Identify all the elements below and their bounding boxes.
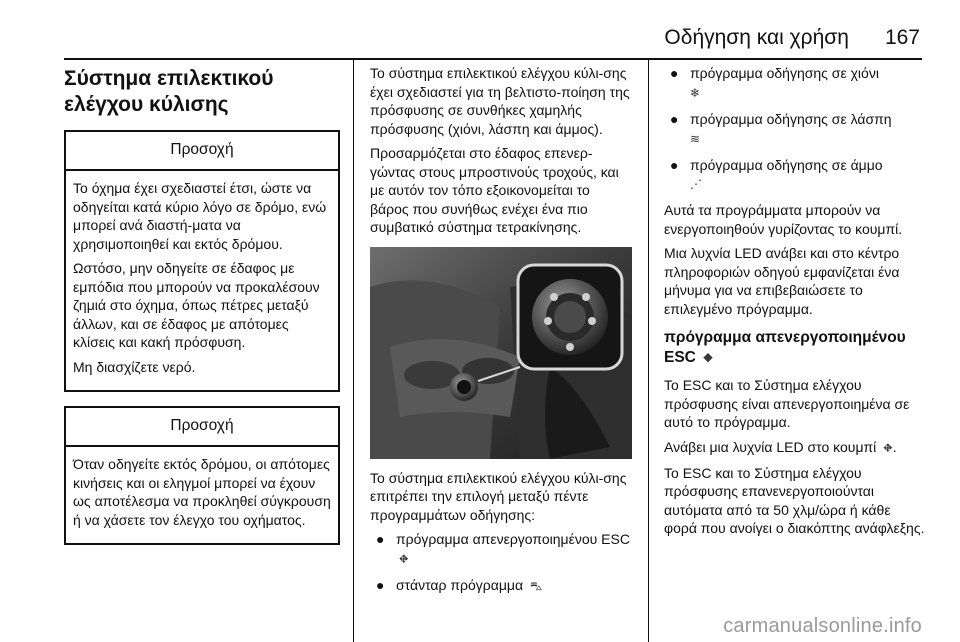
column-divider-2 (648, 60, 649, 642)
caution-paragraph: Όταν οδηγείτε εκτός δρόμου, οι απότομες κινήσεις και οι εληγμοί μπορεί να έχουν ως αποτέλεσμα να προκληθεί σύγκρουση ή να χάσετε τον έλεγχο του οχήματος. (73, 456, 331, 528)
esc-off-icon: ⛖ (703, 351, 713, 366)
section-title: Σύστημα επιλεκτικού ελέγχου κύλισης (64, 67, 274, 116)
body-paragraph: Προσαρμόζεται στο έδαφος επενερ-γώντας στους μπροστινούς τροχούς, και με αυτόν τον τόπο εξοικονομείται το βάρος που συνήθως ενέχει ένα πιο συμβατικό σύστημα τετρακίνησης. (370, 145, 619, 235)
body-paragraph: Το ESC και το Σύστημα ελέγχου πρόσφυσης επανενεργοποιούνται αυτόματα από τα 50 χλμ/ώρα ή κάθε φορά που ανοίγει ο διακόπτης ανάφλεξης. (664, 464, 925, 537)
list-item-text: πρόγραμμα οδήγησης σε χιόνι (690, 65, 879, 81)
snow-mode-icon: ❄ (690, 85, 701, 100)
watermark: carmanualsonline.info (723, 615, 922, 637)
list-item-text: πρόγραμμα απενεργοποιημένου ESC (396, 531, 630, 547)
body-paragraph: Το σύστημα επιλεκτικού ελέγχου κύλι-σης επιτρέπει την επιλογή μεταξύ πέντε προγραμμάτων οδήγησης: (370, 469, 627, 523)
caution-box-2 (64, 406, 340, 545)
program-list-continued (664, 64, 926, 194)
subheading-text: πρόγραμμα απενεργοποιημένου ESC (664, 329, 906, 367)
caution-paragraph: Το όχημα έχει σχεδιαστεί έτσι, ώστε να οδηγείται κατά κύριο λόγο σε δρόμο, ενώ μπορεί ανά διαστή-ματα να χρησιμοποιηθεί και εκτός δρόμου. (73, 180, 327, 252)
standard-mode-icon: ⛍ (529, 578, 543, 593)
page-header (60, 26, 920, 56)
column-3 (664, 64, 926, 544)
column-2 (370, 64, 632, 603)
column-divider-1 (353, 60, 354, 642)
caution-paragraph: Μη διασχίζετε νερό. (73, 358, 196, 375)
header-rule (64, 58, 922, 60)
page-number: 167 (884, 26, 920, 49)
caution-paragraph: Ωστόσο, μην οδηγείτε σε έδαφος με εμπόδια που μπορούν να προκαλέσουν ζημιά στο όχημα, όπως πέτρες μεταξύ άλλων, και σε έδαφος με απότομες κλίσεις και κακή πρόσφυση. (73, 260, 320, 350)
caution-title: Προσοχή (66, 132, 338, 171)
list-item-text: στάνταρ πρόγραμμα (396, 576, 524, 593)
subheading (664, 328, 926, 368)
body-paragraph: Το ESC και το Σύστημα ελέγχου πρόσφυσης είναι απενεργοποιημένα σε αυτό το πρόγραμμα. (664, 377, 910, 431)
list-item-text: πρόγραμμα οδήγησης σε άμμο (690, 156, 883, 173)
header-title: Οδήγηση και χρήση (664, 26, 849, 49)
body-paragraph: Μια λυχνία LED ανάβει και στο κέντρο πληροφοριών οδηγού εμφανίζεται ένα μήνυμα για να επιβεβαιώσετε το επιλεγμένο πρόγραμμα. (664, 245, 900, 317)
caution-title: Προσοχή (66, 408, 338, 447)
esc-off-icon: ⛖ (883, 441, 893, 456)
body-paragraph: Το σύστημα επιλεκτικού ελέγχου κύλι-σης έχει σχεδιαστεί για τη βελτιστο-ποίηση της πρόσφυσης σε συνθήκες χαμηλής πρόσφυσης (χιόνι, λάσπη και άμμος). (370, 65, 630, 137)
column-1 (64, 62, 340, 555)
esc-off-icon: ⛖ (399, 551, 409, 566)
body-paragraph: Αυτά τα προγράμματα μπορούν να ενεργοποιηθούν γυρίζοντας το κουμπί. (664, 202, 903, 237)
list-item: ● πρόγραμμα οδήγησης σε άμμο ⋰ (664, 156, 926, 195)
program-list (370, 530, 632, 596)
mud-mode-icon: ≋ (690, 131, 701, 146)
body-paragraph: Ανάβει μια λυχνία LED στο κουμπί ⛖. (664, 438, 926, 458)
list-item: ● πρόγραμμα οδήγησης σε χιόνι ❄ (664, 64, 926, 103)
list-item: ● πρόγραμμα απενεργοποιημένου ESC ⛖ (370, 530, 632, 569)
console-photo (370, 247, 632, 459)
caution-body (66, 171, 338, 390)
caution-body (66, 447, 338, 543)
caution-box-1 (64, 130, 340, 392)
list-item: ● πρόγραμμα οδήγησης σε λάσπη ≋ (664, 110, 926, 149)
led-text: Ανάβει μια λυχνία LED στο κουμπί (664, 438, 877, 455)
list-item: ● στάνταρ πρόγραμμα ⛍ (370, 576, 632, 596)
sand-mode-icon: ⋰ (690, 177, 702, 192)
list-item-text: πρόγραμμα οδήγησης σε λάσπη (690, 110, 892, 127)
